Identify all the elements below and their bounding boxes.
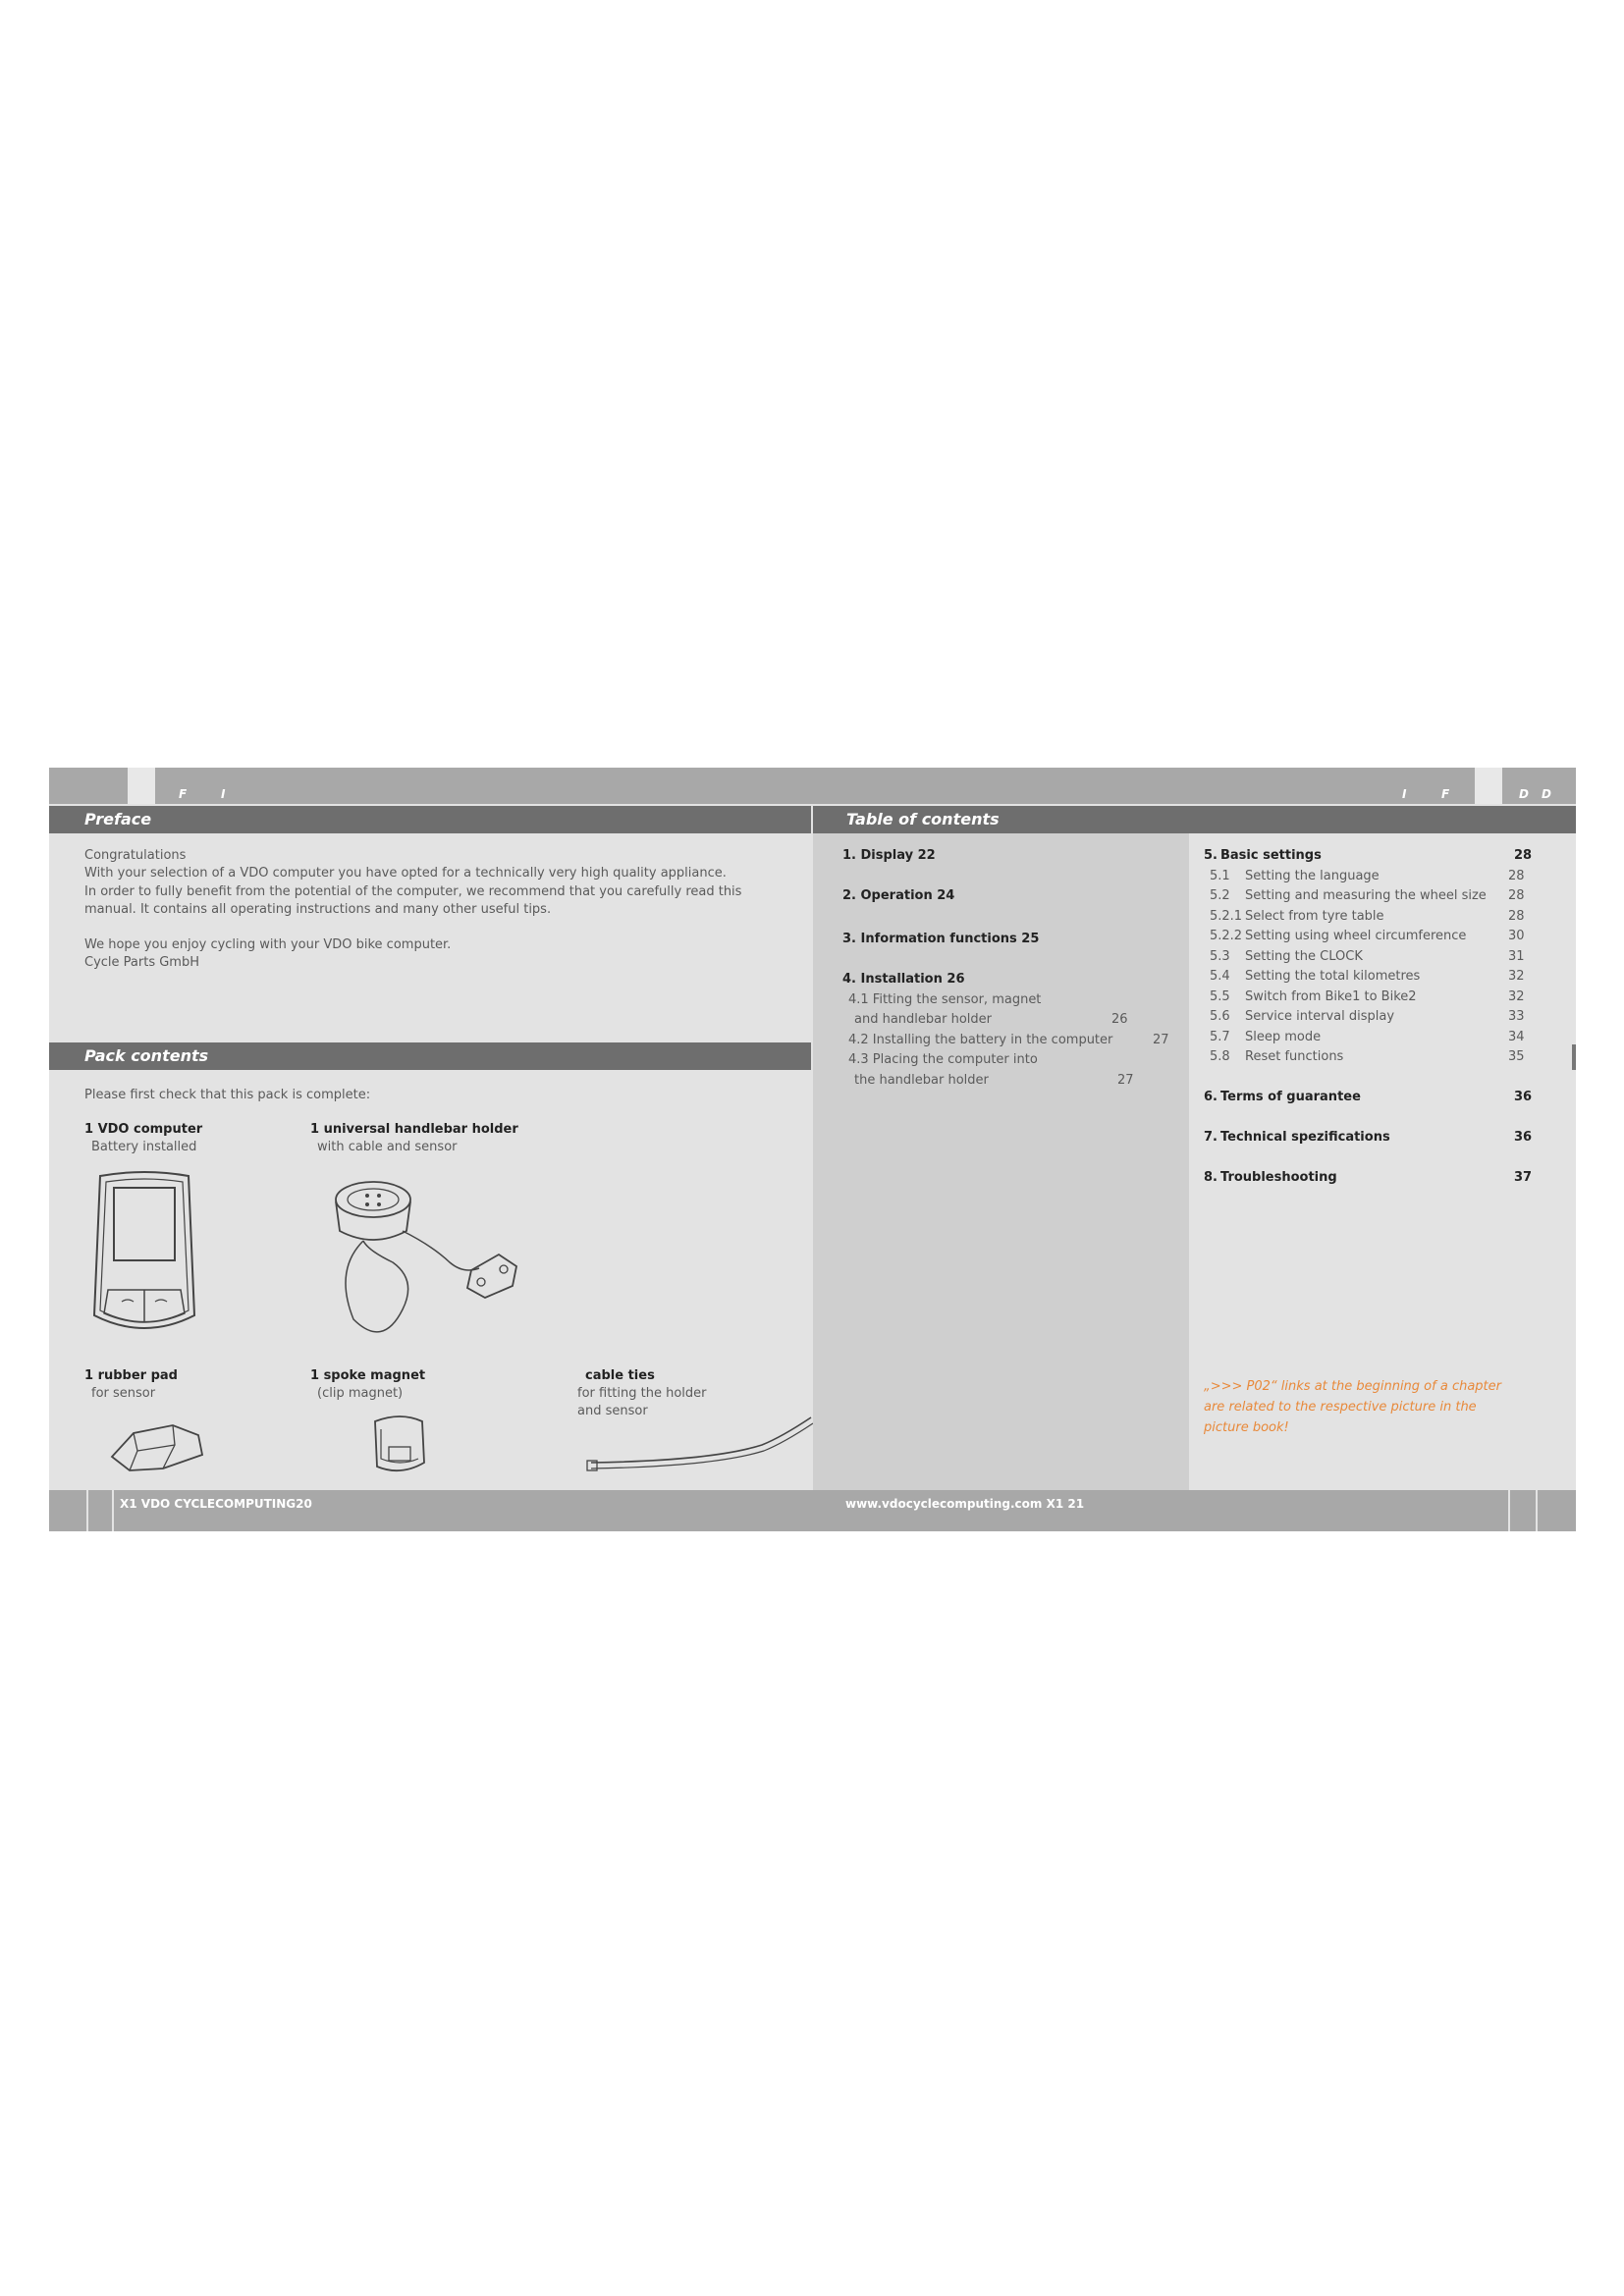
toc-entry[interactable]: Setting the language (1245, 869, 1380, 883)
toc-entry[interactable]: 4. Installation 26 (842, 972, 965, 987)
toc-page: 37 (1514, 1170, 1533, 1185)
footer-divider (1536, 1490, 1538, 1531)
pack-item-sub: with cable and sensor (317, 1140, 458, 1154)
pack-item-sub: and sensor (577, 1404, 648, 1418)
pack-item-sub: Battery installed (91, 1140, 197, 1154)
pack-header (49, 1042, 811, 1070)
preface-line: In order to fully benefit from the potential of the computer, we recommend that you carefully read this (84, 884, 742, 899)
toc-page: 36 (1514, 1130, 1533, 1145)
handlebar-holder-icon (324, 1172, 540, 1349)
pack-item-sub: (clip magnet) (317, 1386, 404, 1401)
toc-entry[interactable]: Sleep mode (1245, 1030, 1322, 1044)
lang-code: F (1441, 787, 1450, 801)
toc-page: 27 (1153, 1033, 1169, 1047)
toc-page: 30 (1508, 929, 1525, 943)
top-bar-tab (128, 768, 155, 804)
lang-code: I (1402, 787, 1407, 801)
toc-entry[interactable]: 1. Display 22 (842, 848, 936, 863)
toc-entry[interactable]: Technical spezifications (1220, 1130, 1390, 1145)
toc-entry[interactable]: Troubleshooting (1220, 1170, 1337, 1185)
toc-entry[interactable]: Setting and measuring the wheel size (1245, 888, 1487, 903)
toc-page: 33 (1508, 1009, 1525, 1024)
preface-title: Preface (84, 810, 152, 828)
toc-entry[interactable]: Reset functions (1245, 1049, 1344, 1064)
toc-entry-number: 7. (1204, 1130, 1218, 1145)
toc-entry[interactable]: Basic settings (1220, 848, 1322, 863)
lang-code: D (1519, 787, 1529, 801)
toc-entry-number: 5.4 (1210, 969, 1230, 984)
footer-right-text[interactable]: www.vdocyclecomputing.com X1 21 (845, 1497, 1085, 1511)
pack-item-title: 1 VDO computer (84, 1122, 203, 1137)
manual-spread (49, 768, 1576, 1531)
pack-item-title: 1 spoke magnet (310, 1368, 426, 1383)
lang-code: D (1542, 787, 1551, 801)
pack-intro: Please first check that this pack is complete: (84, 1088, 371, 1102)
spoke-magnet-icon (361, 1408, 440, 1486)
top-bar-tab (1475, 768, 1502, 804)
toc-note: picture book! (1204, 1420, 1289, 1435)
pack-item-title: 1 universal handlebar holder (310, 1122, 518, 1137)
toc-entry[interactable]: Switch from Bike1 to Bike2 (1245, 989, 1417, 1004)
preface-line: With your selection of a VDO computer you have opted for a technically very high quality appliance. (84, 866, 727, 881)
toc-page: 36 (1514, 1090, 1533, 1104)
toc-page: 32 (1508, 989, 1525, 1004)
page-edge-marker (1572, 1044, 1576, 1070)
lang-code: F (179, 787, 188, 801)
preface-line: manual. It contains all operating instructions and many other useful tips. (84, 902, 552, 917)
toc-page: 28 (1508, 869, 1525, 883)
toc-entry-number: 5.8 (1210, 1049, 1230, 1064)
toc-page: 27 (1117, 1073, 1134, 1088)
lang-code: I (221, 787, 226, 801)
footer-divider (1508, 1490, 1510, 1531)
toc-entry-number: 5.1 (1210, 869, 1230, 883)
cable-tie-icon (585, 1415, 821, 1484)
toc-entry[interactable]: Terms of guarantee (1220, 1090, 1361, 1104)
toc-page: 26 (1111, 1012, 1128, 1027)
toc-title: Table of contents (846, 810, 1000, 828)
toc-entry[interactable]: Service interval display (1245, 1009, 1395, 1024)
toc-page: 35 (1508, 1049, 1525, 1064)
toc-entry-number: 5.2.2 (1210, 929, 1243, 943)
pack-item-sub: for sensor (91, 1386, 156, 1401)
toc-entry-number: 8. (1204, 1170, 1218, 1185)
toc-entry[interactable]: Setting the CLOCK (1245, 949, 1363, 964)
toc-entry-number: 5. (1204, 848, 1218, 863)
pack-item-title: cable ties (585, 1368, 655, 1383)
top-bar (49, 768, 1576, 804)
pack-item-title: 1 rubber pad (84, 1368, 178, 1383)
toc-page: 31 (1508, 949, 1525, 964)
toc-entry[interactable]: 4.2 Installing the battery in the computer (848, 1033, 1113, 1047)
toc-page: 34 (1508, 1030, 1525, 1044)
toc-entry[interactable]: 4.3 Placing the computer into (848, 1052, 1038, 1067)
toc-entry-number: 5.5 (1210, 989, 1230, 1004)
toc-entry-number: 5.7 (1210, 1030, 1230, 1044)
preface-line: Cycle Parts GmbH (84, 955, 199, 970)
toc-entry-number: 5.6 (1210, 1009, 1230, 1024)
toc-entry-number: 5.3 (1210, 949, 1230, 964)
toc-entry[interactable]: Select from tyre table (1245, 909, 1384, 924)
footer-left-text: X1 VDO CYCLECOMPUTING20 (120, 1497, 312, 1511)
pack-title: Pack contents (84, 1046, 209, 1065)
toc-page: 28 (1508, 888, 1525, 903)
toc-entry[interactable]: Setting the total kilometres (1245, 969, 1421, 984)
toc-entry[interactable]: the handlebar holder (854, 1073, 989, 1088)
toc-entry[interactable]: 2. Operation 24 (842, 888, 955, 903)
toc-entry[interactable]: Setting using wheel circumference (1245, 929, 1467, 943)
toc-entry[interactable]: 4.1 Fitting the sensor, magnet (848, 992, 1042, 1007)
toc-header (813, 806, 1576, 833)
toc-page: 28 (1508, 909, 1525, 924)
toc-note: are related to the respective picture in the (1204, 1400, 1477, 1415)
toc-entry[interactable]: and handlebar holder (854, 1012, 992, 1027)
toc-page: 28 (1514, 848, 1533, 863)
toc-entry-number: 5.2 (1210, 888, 1230, 903)
toc-page: 32 (1508, 969, 1525, 984)
rubber-pad-icon (104, 1412, 212, 1480)
toc-entry-number: 6. (1204, 1090, 1218, 1104)
footer-divider (112, 1490, 114, 1531)
computer-icon (90, 1168, 198, 1345)
preface-header (49, 806, 811, 833)
footer-divider (86, 1490, 88, 1531)
preface-line: We hope you enjoy cycling with your VDO bike computer. (84, 937, 452, 952)
preface-line: Congratulations (84, 848, 187, 863)
pack-item-sub: for fitting the holder (577, 1386, 707, 1401)
toc-entry[interactable]: 3. Information functions 25 (842, 932, 1040, 946)
toc-entry-number: 5.2.1 (1210, 909, 1243, 924)
toc-note: „>>> P02“ links at the beginning of a chapter (1204, 1379, 1501, 1394)
